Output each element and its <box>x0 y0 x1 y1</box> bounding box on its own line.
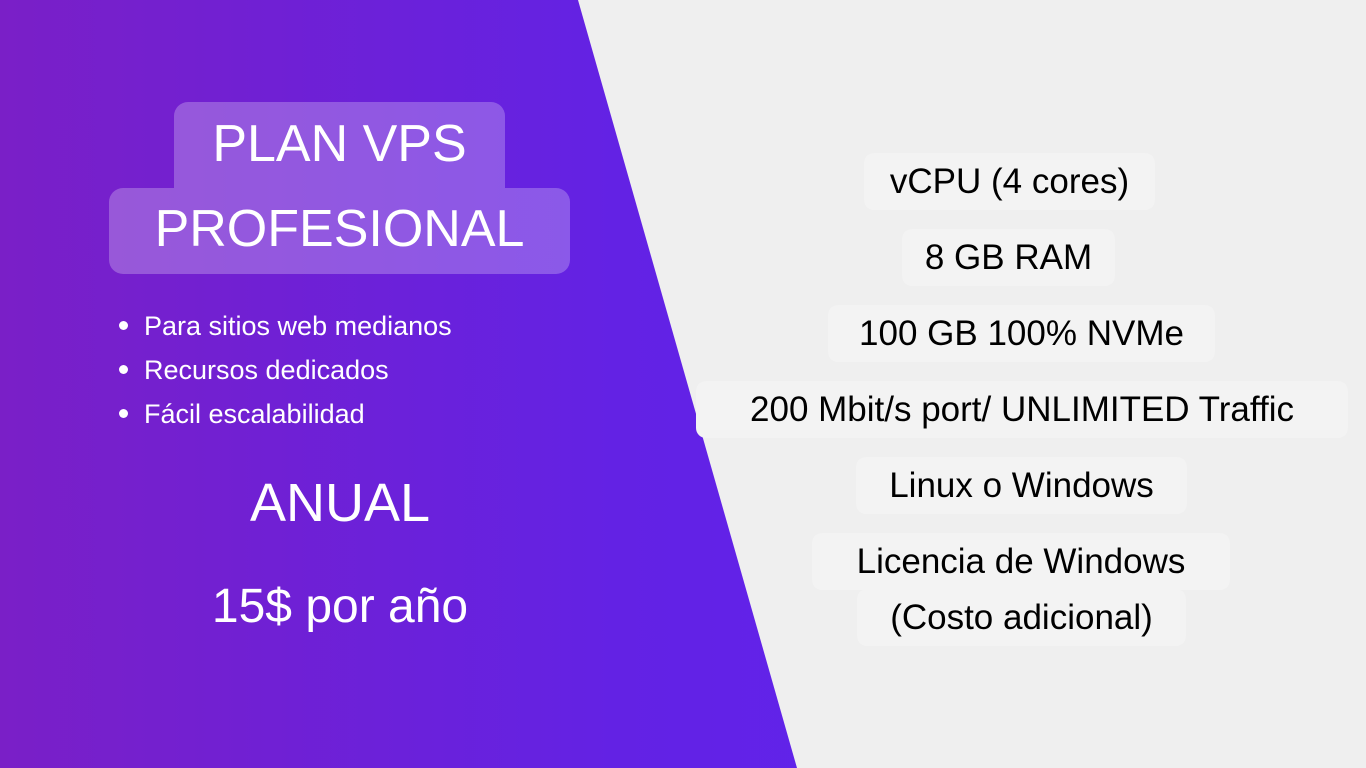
feature-license-note: (Costo adicional) <box>857 589 1186 646</box>
plan-benefits-list <box>116 304 452 436</box>
benefit-label: Recursos dedicados <box>144 355 389 385</box>
feature-os: Linux o Windows <box>856 457 1187 514</box>
feature-windows-license: Licencia de Windows <box>812 533 1230 590</box>
bullet-dot-icon <box>119 365 128 374</box>
benefit-item <box>116 348 452 392</box>
billing-period: ANUAL <box>249 473 431 533</box>
benefit-item <box>116 304 452 348</box>
benefit-label: Fácil escalabilidad <box>144 399 365 429</box>
bullet-dot-icon <box>119 409 128 418</box>
feature-network: 200 Mbit/s port/ UNLIMITED Traffic <box>696 381 1348 438</box>
plan-title <box>109 102 570 274</box>
feature-ram: 8 GB RAM <box>902 229 1115 286</box>
benefit-item <box>116 392 452 436</box>
feature-vcpu: vCPU (4 cores) <box>864 153 1155 210</box>
feature-storage: 100 GB 100% NVMe <box>828 305 1215 362</box>
plan-price: 15$ por año <box>211 580 469 633</box>
plan-title-line-1: PLAN VPS <box>174 102 505 188</box>
plan-title-line-2: PROFESIONAL <box>109 188 570 274</box>
benefit-label: Para sitios web medianos <box>144 311 452 341</box>
bullet-dot-icon <box>119 321 128 330</box>
